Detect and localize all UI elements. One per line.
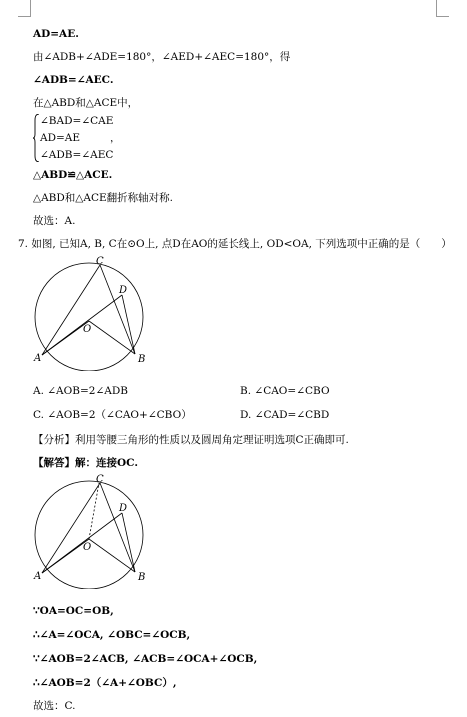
circle-figure-1 bbox=[30, 256, 160, 371]
point-label-c: C bbox=[96, 256, 104, 267]
option-d: D. ∠CAD=∠CBD bbox=[240, 409, 330, 421]
equation-comma: ， bbox=[110, 132, 121, 144]
solution-step: ∴∠AOB=2（∠A+∠OBC）, bbox=[33, 677, 177, 689]
option-c: C. ∠AOB=2（∠CAO+∠CBO） bbox=[33, 409, 192, 421]
point-label-b: B bbox=[138, 354, 146, 365]
crop-mark-top-right bbox=[436, 0, 449, 17]
point-label-o: O bbox=[83, 542, 92, 553]
point-label-b: B bbox=[138, 572, 146, 583]
option-a: A. ∠AOB=2∠ADB bbox=[33, 385, 128, 397]
equation-line: ∠BAD=∠CAE bbox=[40, 115, 114, 127]
text-line: 故选：A. bbox=[33, 215, 76, 227]
solution-step: ∵OA=OC=OB, bbox=[33, 605, 114, 617]
equation-line: ∠ADB=∠AEC bbox=[40, 149, 114, 161]
analysis-text: 【分析】利用等腰三角形的性质以及圆周角定理证明选项C正确即可. bbox=[33, 434, 349, 446]
solution-text: 【解答】解：连接OC. bbox=[33, 457, 138, 469]
figure-drawing bbox=[35, 481, 146, 589]
point-label-a: A bbox=[34, 571, 42, 582]
point-label-c: C bbox=[96, 474, 104, 485]
text-line: △ABD和△ACE翻折称轴对称. bbox=[33, 192, 173, 204]
text-line: ∠ADB=∠AEC. bbox=[33, 74, 114, 86]
option-b: B. ∠CAO=∠CBO bbox=[240, 385, 330, 397]
text-line: 在△ABD和△ACE中， bbox=[33, 97, 139, 109]
brace-icon bbox=[33, 114, 39, 162]
text-line: △ABD≌△ACE. bbox=[33, 169, 113, 181]
text-line: AD=AE. bbox=[33, 28, 79, 40]
crop-mark-top-left bbox=[18, 0, 31, 17]
solution-step: ∵∠AOB=2∠ACB, ∠ACB=∠OCA+∠OCB, bbox=[33, 653, 258, 665]
equation-line: AD=AE bbox=[40, 132, 81, 144]
text-line: 由∠ADB+∠ADE=180°，∠AED+∠AEC=180°，得 bbox=[33, 51, 291, 63]
question-stem: 7. 如图, 已知A, B, C在⊙O上, 点D在AO的延长线上, OD<OA, 下列选项中正确的是（ ） bbox=[18, 238, 452, 250]
point-label-d: D bbox=[119, 503, 128, 514]
figure-drawing bbox=[35, 263, 146, 371]
solution-step: 故选：C. bbox=[33, 700, 76, 712]
point-label-o: O bbox=[83, 324, 92, 335]
point-label-a: A bbox=[34, 353, 42, 364]
circle-figure-2 bbox=[30, 474, 160, 589]
point-label-d: D bbox=[119, 285, 128, 296]
solution-step: ∴∠A=∠OCA, ∠OBC=∠OCB, bbox=[33, 629, 191, 641]
